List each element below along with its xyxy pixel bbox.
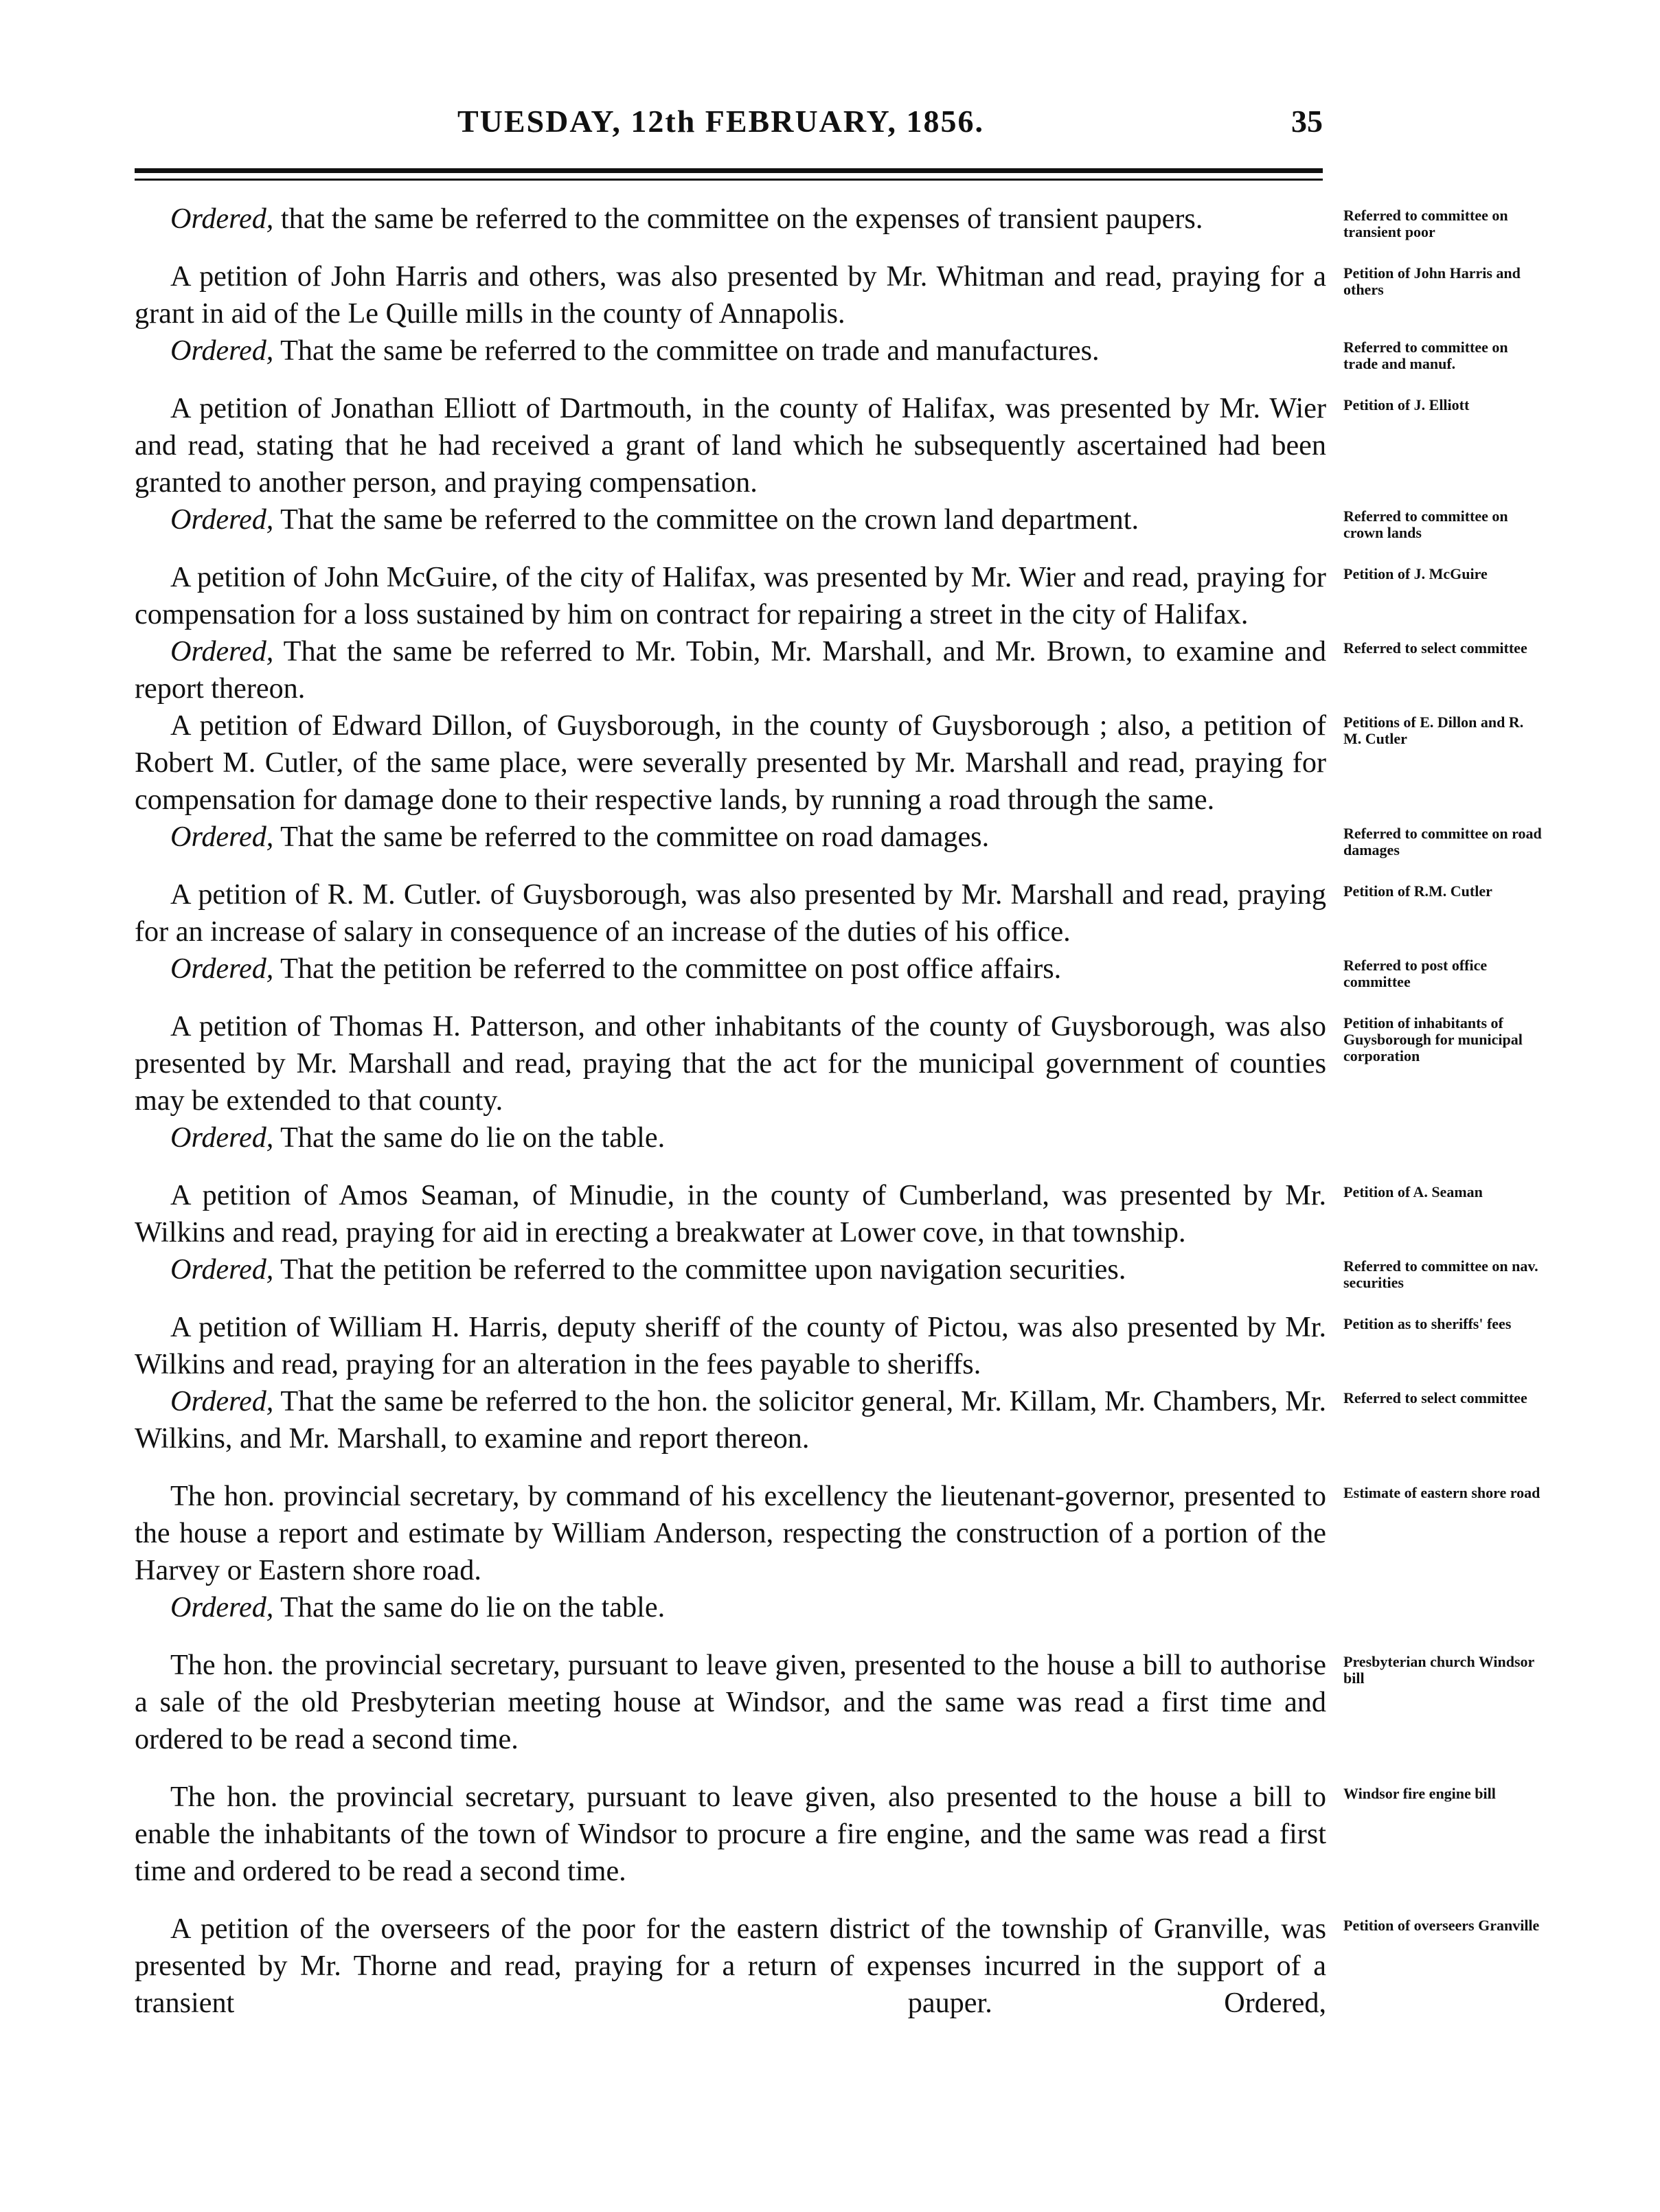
entry-paragraph: [135, 876, 1326, 950]
journal-entry: [135, 1383, 1527, 1457]
ordered-word: Ordered,: [170, 1591, 274, 1623]
margin-note: Referred to committee on road damages: [1343, 825, 1542, 858]
ordered-word: Ordered,: [170, 635, 274, 668]
margin-note: Petition of A. Seaman: [1343, 1183, 1483, 1200]
ordered-word: Ordered,: [170, 334, 274, 367]
journal-entry: [135, 258, 1521, 332]
margin-note: Presbyterian church Windsor bill: [1343, 1653, 1534, 1687]
entry-paragraph: [135, 1309, 1326, 1383]
journal-entry: [135, 819, 1542, 858]
entry-paragraph: [135, 1647, 1326, 1758]
entry-paragraph: [135, 332, 1326, 369]
entry-text: A petition of John McGuire, of the city of Halifax, was presented by Mr. Wier and read, praying for compensation for a loss sustained by him on contract for repairing a street in the city of Halifax.: [135, 561, 1326, 630]
entry-text: A petition of Amos Seaman, of Minudie, in the county of Cumberland, was presented by Mr. Wilkins and read, praying for aid in erecting a breakwater at Lower cove, in that township.: [135, 1179, 1326, 1248]
journal-entry: [135, 1589, 1508, 1626]
margin-note: Referred to post office committee: [1343, 957, 1488, 990]
margin-note: Estimate of eastern shore road: [1343, 1484, 1540, 1501]
margin-note: Referred to committee on crown lands: [1343, 508, 1508, 541]
margin-note: Referred to select committee: [1343, 639, 1527, 657]
entry-paragraph: [135, 950, 1326, 988]
margin-note: Petition of overseers Granville: [1343, 1917, 1540, 1934]
margin-note: Petition as to sheriffs' fees: [1343, 1315, 1512, 1332]
entry-text: A petition of William H. Harris, deputy sheriff of the county of Pictou, was also presented by Mr. Wilkins and read, praying for an alteration in the fees payable to sheriffs.: [135, 1311, 1326, 1380]
journal-entry: [135, 201, 1508, 238]
entry-text: That the same be referred to Mr. Tobin, Mr. Marshall, and Mr. Brown, to examine and report thereon.: [135, 635, 1326, 705]
entry-text: that the same be referred to the committee on the expenses of transient paupers.: [273, 203, 1203, 235]
entry-text: That the petition be referred to the committee on post office affairs.: [273, 953, 1062, 985]
entry-paragraph: [135, 1911, 1326, 2022]
entry-paragraph: [135, 1177, 1326, 1251]
entry-text: A petition of Thomas H. Patterson, and other inhabitants of the county of Guysborough, was also presented by Mr. Marshall and read, praying that the act for the municipal government of counties may be extended to that county.: [135, 1010, 1326, 1117]
ordered-word: Ordered,: [170, 1253, 274, 1286]
entry-text: That the same be referred to the hon. the solicitor general, Mr. Killam, Mr. Chambers, Mr. Wilkins, and Mr. Marshall, to examine and report thereon.: [135, 1385, 1326, 1455]
margin-note: Petition of R.M. Cutler: [1343, 882, 1492, 900]
entry-paragraph: [135, 501, 1326, 538]
entry-paragraph: [135, 707, 1326, 819]
journal-entry: [135, 1478, 1540, 1589]
margin-note: Windsor fire engine bill: [1343, 1785, 1496, 1802]
journal-entry: [135, 501, 1508, 541]
entry-paragraph: [135, 559, 1326, 633]
entry-text: That the same do lie on the table.: [273, 1121, 666, 1154]
ordered-word: Ordered,: [170, 821, 274, 853]
journal-entry: [135, 1647, 1534, 1758]
ordered-word: Ordered,: [170, 1121, 274, 1154]
margin-note: Referred to committee on transient poor: [1343, 207, 1508, 240]
catchword: Ordered,: [1224, 1987, 1326, 2019]
margin-note: Petition of inhabitants of Guysborough for municipal corporation: [1343, 1014, 1523, 1064]
entry-paragraph: [135, 201, 1326, 238]
entry-paragraph: [135, 819, 1326, 856]
journal-body: [135, 201, 1542, 2022]
entry-text: The hon. the provincial secretary, pursuant to leave given, presented to the house a bill to authorise a sale of the old Presbyterian meeting house at Windsor, and the same was read a first time and ordered to be read a second time.: [135, 1649, 1326, 1755]
header-rule: [135, 168, 1323, 181]
ordered-word: Ordered,: [170, 503, 274, 536]
margin-note: Petition of J. McGuire: [1343, 565, 1488, 582]
entry-paragraph: [135, 1779, 1326, 1890]
entry-text: The hon. provincial secretary, by command of his excellency the lieutenant-governor, presented to the house a report and estimate by William Anderson, respecting the construction of a portion of the Harvey or Eastern shore road.: [135, 1480, 1326, 1586]
header-title: TUESDAY, 12th FEBRUARY, 1856.: [457, 104, 985, 139]
entry-paragraph: [135, 1383, 1326, 1457]
entry-paragraph: [135, 633, 1326, 707]
entry-text: A petition of Edward Dillon, of Guysborough, in the county of Guysborough ; also, a petition of Robert M. Cutler, of the same place, were severally presented by Mr. Marshall and read, praying for compensation for damage done to their respective lands, by running a road through the same.: [135, 709, 1326, 816]
journal-entry: [135, 559, 1508, 633]
margin-note: Referred to select committee: [1343, 1389, 1527, 1406]
entry-text: That the same be referred to the committee on trade and manufactures.: [273, 334, 1100, 367]
entry-text: A petition of John Harris and others, was also presented by Mr. Whitman and read, praying for a grant in aid of the Le Quille mills in the county of Annapolis.: [135, 260, 1326, 330]
journal-entry: [135, 876, 1508, 950]
journal-entry: [135, 1008, 1523, 1119]
journal-entry: [135, 1309, 1512, 1383]
margin-note: Referred to committee on trade and manuf.: [1343, 339, 1508, 372]
entry-paragraph: [135, 390, 1326, 501]
entry-paragraph: [135, 1589, 1326, 1626]
journal-entry: [135, 1119, 1508, 1156]
entry-text: That the same do lie on the table.: [273, 1591, 666, 1623]
margin-note: Petitions of E. Dillon and R. M. Cutler: [1343, 714, 1524, 747]
journal-entry: [135, 390, 1508, 501]
journal-entry: [135, 633, 1527, 707]
journal-entry: [135, 1779, 1508, 1890]
entry-paragraph: [135, 1008, 1326, 1119]
entry-paragraph: [135, 1251, 1326, 1288]
entry-text: A petition of the overseers of the poor for the eastern district of the township of Granville, was presented by Mr. Thorne and read, praying for a return of expenses incurred in the support of a transient pauper.: [135, 1913, 1326, 2019]
entry-text: That the same be referred to the committee on the crown land department.: [273, 503, 1139, 536]
entry-text: The hon. the provincial secretary, pursuant to leave given, also presented to the house a bill to enable the inhabitants of the town of Windsor to procure a fire engine, and the same was read a first time and ordered to be read a second time.: [135, 1781, 1326, 1887]
journal-entry: [135, 1177, 1508, 1251]
entry-text: That the petition be referred to the committee upon navigation securities.: [273, 1253, 1126, 1286]
journal-entry: [135, 1251, 1538, 1291]
journal-entry: [135, 707, 1524, 819]
entry-text: That the same be referred to the committee on road damages.: [273, 821, 990, 853]
journal-entry: [135, 332, 1508, 372]
entry-paragraph: [135, 258, 1326, 332]
page-number: 35: [1291, 104, 1323, 139]
journal-entry: [135, 1911, 1540, 2022]
ordered-word: Ordered,: [170, 203, 274, 235]
running-header: [135, 103, 1323, 151]
ordered-word: Ordered,: [170, 953, 274, 985]
margin-note: Petition of John Harris and others: [1343, 264, 1521, 298]
entry-paragraph: [135, 1119, 1326, 1156]
margin-note: Petition of J. Elliott: [1343, 396, 1470, 413]
entry-text: A petition of R. M. Cutler. of Guysborough, was also presented by Mr. Marshall and read, praying for an increase of salary in consequence of an increase of the duties of his office.: [135, 878, 1326, 948]
journal-entry: [135, 950, 1508, 988]
entry-paragraph: [135, 1478, 1326, 1589]
margin-note: Referred to committee on nav. securities: [1343, 1257, 1538, 1291]
ordered-word: Ordered,: [170, 1385, 274, 1417]
entry-text: A petition of Jonathan Elliott of Dartmouth, in the county of Halifax, was presented by Mr. Wier and read, stating that he had received a grant of land which he subsequently ascertained had been granted to another person, and praying compensation.: [135, 392, 1326, 499]
